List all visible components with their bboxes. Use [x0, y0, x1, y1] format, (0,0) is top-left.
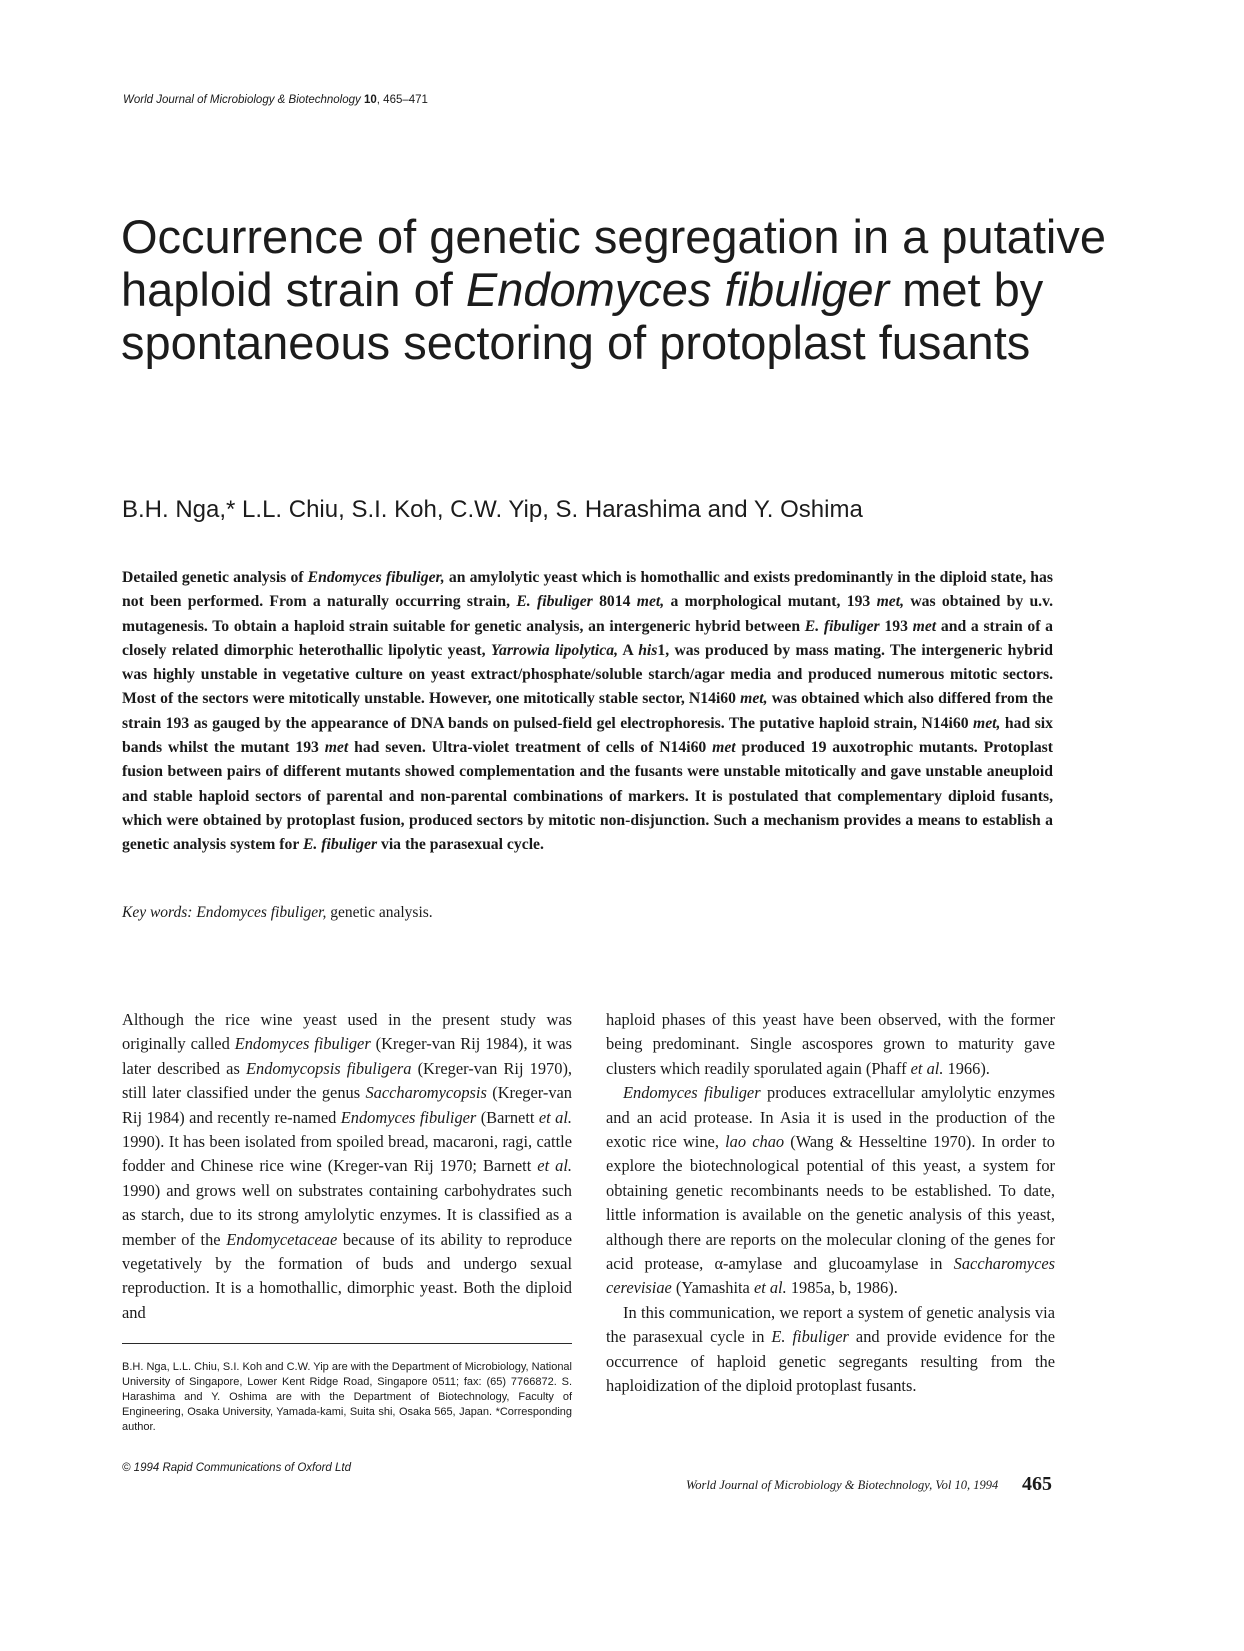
- title-species: fibuliger: [724, 263, 890, 316]
- body-paragraph: Endomyces fibuliger produces extracellular amylolytic enzymes and an acid protease. In Asia it is used in the production of the exotic rice wine, lao chao (Wang & Hesseltine 1970). In order to explore the biotechnological potential of this yeast, a system for obtaining genetic recombinants needs to be established. To date, little information is available on the genetic analysis of this yeast, although there are reports on the molecular cloning of the genes for acid protease, α-amylase and glucoamylase in Saccharomyces cerevisiae (Yamashita et al. 1985a, b, 1986).: [606, 1083, 1055, 1298]
- article-title: Occurrence of genetic segregation in a putative haploid strain of Endomyces fibuliger met by spontaneous sectoring of protoplast fusants: [121, 210, 1106, 369]
- keywords-label: Key words:: [122, 904, 193, 921]
- journal-name: World Journal of Microbiology & Biotechnology: [123, 94, 361, 106]
- body-column-left: Although the rice wine yeast used in the present study was originally called Endomyces fibuliger (Kreger-van Rij 1984), it was later described as Endomycopsis fibuligera (Kreger-van Rij 1970), still later classified under the genus Saccharomycopsis (Kreger-van Rij 1984) and recently re-named Endomyces fibuliger (Barnett et al. 1990). It has been isolated from spoiled bread, macaroni, ragi, cattle fodder and Chinese rice wine (Kreger-van Rij 1970; Barnett et al. 1990) and grows well on substrates containing carbohydrates such as starch, due to its strong amylolytic enzymes. It is classified as a member of the Endomycetaceae because of its ability to reproduce vegetatively by the formation of buds and undergo sexual reproduction. It is a homothallic, dimorphic yeast. Both the diploid and: [122, 1010, 572, 1322]
- body-paragraph: haploid phases of this yeast have been observed, with the former being predominant. Single ascospores grown to maturity gave clusters which readily sporulated again (Phaff et al. 1966).: [606, 1010, 1055, 1078]
- body-paragraph: In this communication, we report a system of genetic analysis via the parasexual cycle in E. fibuliger and provide evidence for the occurrence of haploid genetic segregants resulting from the haploidization of the diploid protoplast fusants.: [606, 1302, 1055, 1396]
- page-number: 465: [1022, 1473, 1052, 1495]
- journal-volume: 10: [364, 94, 377, 106]
- abstract: Detailed genetic analysis of Endomyces fibuliger, an amylolytic yeast which is homothallic and exists predominantly in the diploid state, has not been performed. From a naturally occurring strain, E. fibuliger 8014 met, a morphological mutant, 193 met, was obtained by u.v. mutagenesis. To obtain a haploid strain suitable for genetic analysis, an intergeneric hybrid between E. fibuliger 193 met and a strain of a closely related dimorphic heterothallic lipolytic yeast, Yarrowia lipolytica, A his1, was produced by mass mating. The intergeneric hybrid was highly unstable in vegetative culture on yeast extract/phosphate/soluble starch/agar media and produced numerous mitotic sectors. Most of the sectors were mitotically unstable. However, one mitotically stable sector, N14i60 met, was obtained which also differed from the strain 193 as gauged by the appearance of DNA bands on pulsed-field gel electrophoresis. The putative haploid strain, N14i60 met, had six bands whilst the mutant 193 met had seven. Ultra-violet treatment of cells of N14i60 met produced 19 auxotrophic mutants. Protoplast fusion between pairs of different mutants showed complementation and the fusants were unstable mitotically and gave unstable aneuploid and stable haploid sectors of parental and non-parental combinations of markers. It is postulated that complementary diploid fusants, which were obtained by protoplast fusion, produced sectors by mitotic non-disjunction. Such a mechanism provides a means to establish a genetic analysis system for E. fibuliger via the parasexual cycle.: [122, 569, 1054, 854]
- author-affiliation-footnote: B.H. Nga, L.L. Chiu, S.I. Koh and C.W. Yip are with the Department of Microbiology, National University of Singapore, Lower Kent Ridge Road, Singapore 0511; fax: (65) 7766872. S. Harashima and Y. Oshima are with the Department of Biotechnology, Faculty of Engineering, Osaka University, Yamada-kami, Suita shi, Osaka 565, Japan. *Corresponding author.: [122, 1361, 572, 1433]
- body-column-right: [606, 1008, 1055, 1399]
- title-genus: Endomyces: [465, 263, 712, 316]
- keywords: Key words: Endomyces fibuliger, genetic analysis.: [122, 904, 433, 921]
- footer-citation: World Journal of Microbiology & Biotechnology, Vol 10, 1994: [686, 1478, 999, 1492]
- running-header: [123, 94, 428, 106]
- author-list: B.H. Nga,* L.L. Chiu, S.I. Koh, C.W. Yip, S. Harashima and Y. Oshima: [122, 496, 863, 523]
- keywords-terms: Endomyces fibuliger,: [192, 904, 327, 921]
- page-footer: [686, 1478, 1056, 1493]
- journal-pages: , 465–471: [376, 94, 428, 106]
- copyright-notice: © 1994 Rapid Communications of Oxford Ltd: [122, 1462, 352, 1474]
- footnote-divider: [122, 1343, 572, 1344]
